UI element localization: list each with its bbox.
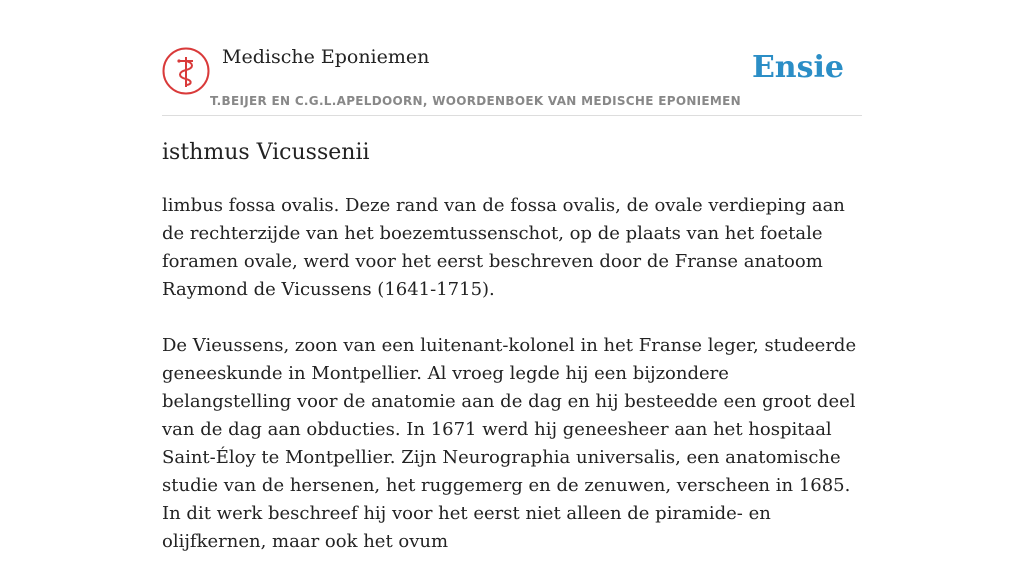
entry-body [162, 192, 862, 584]
entry-paragraph: limbus fossa ovalis. Deze rand van de fossa ovalis, de ovale verdieping aan de rechterzijde van het boezemtussenschot, op de plaats van het foetale foramen ovale, werd voor het eerst beschreven door de Franse anatoom Raymond de Vicussens (1641-1715). [162, 195, 845, 300]
caduceus-icon [162, 47, 210, 95]
source-header [162, 44, 862, 116]
entry-paragraph: De Vieussens, zoon van een luitenant-kolonel in het Franse leger, studeerde geneeskunde in Montpellier. Al vroeg legde hij een bijzondere belangstelling voor de anatomie aan de dag en hij besteedde een groot deel van de dag aan obducties. In 1671 werd hij geneesheer aan het hospitaal Saint-Éloy te Montpellier. Zijn Neurographia universalis, een anatomische studie van de hersenen, het ruggemerg en de zenuwen, verscheen in 1685. In dit werk beschreef hij voor het eerst niet alleen de piramide- en olijfkernen, maar ook het ovum [162, 335, 857, 552]
source-title[interactable]: Medische Eponiemen [222, 46, 430, 68]
divider [162, 115, 862, 116]
entry-title: isthmus Vicussenii [162, 140, 370, 165]
source-subtitle: T.BEIJER EN C.G.L.APELDOORN, WOORDENBOEK VAN MEDISCHE EPONIEMEN [210, 94, 742, 108]
brand-logo-link[interactable]: Ensie [751, 50, 844, 85]
